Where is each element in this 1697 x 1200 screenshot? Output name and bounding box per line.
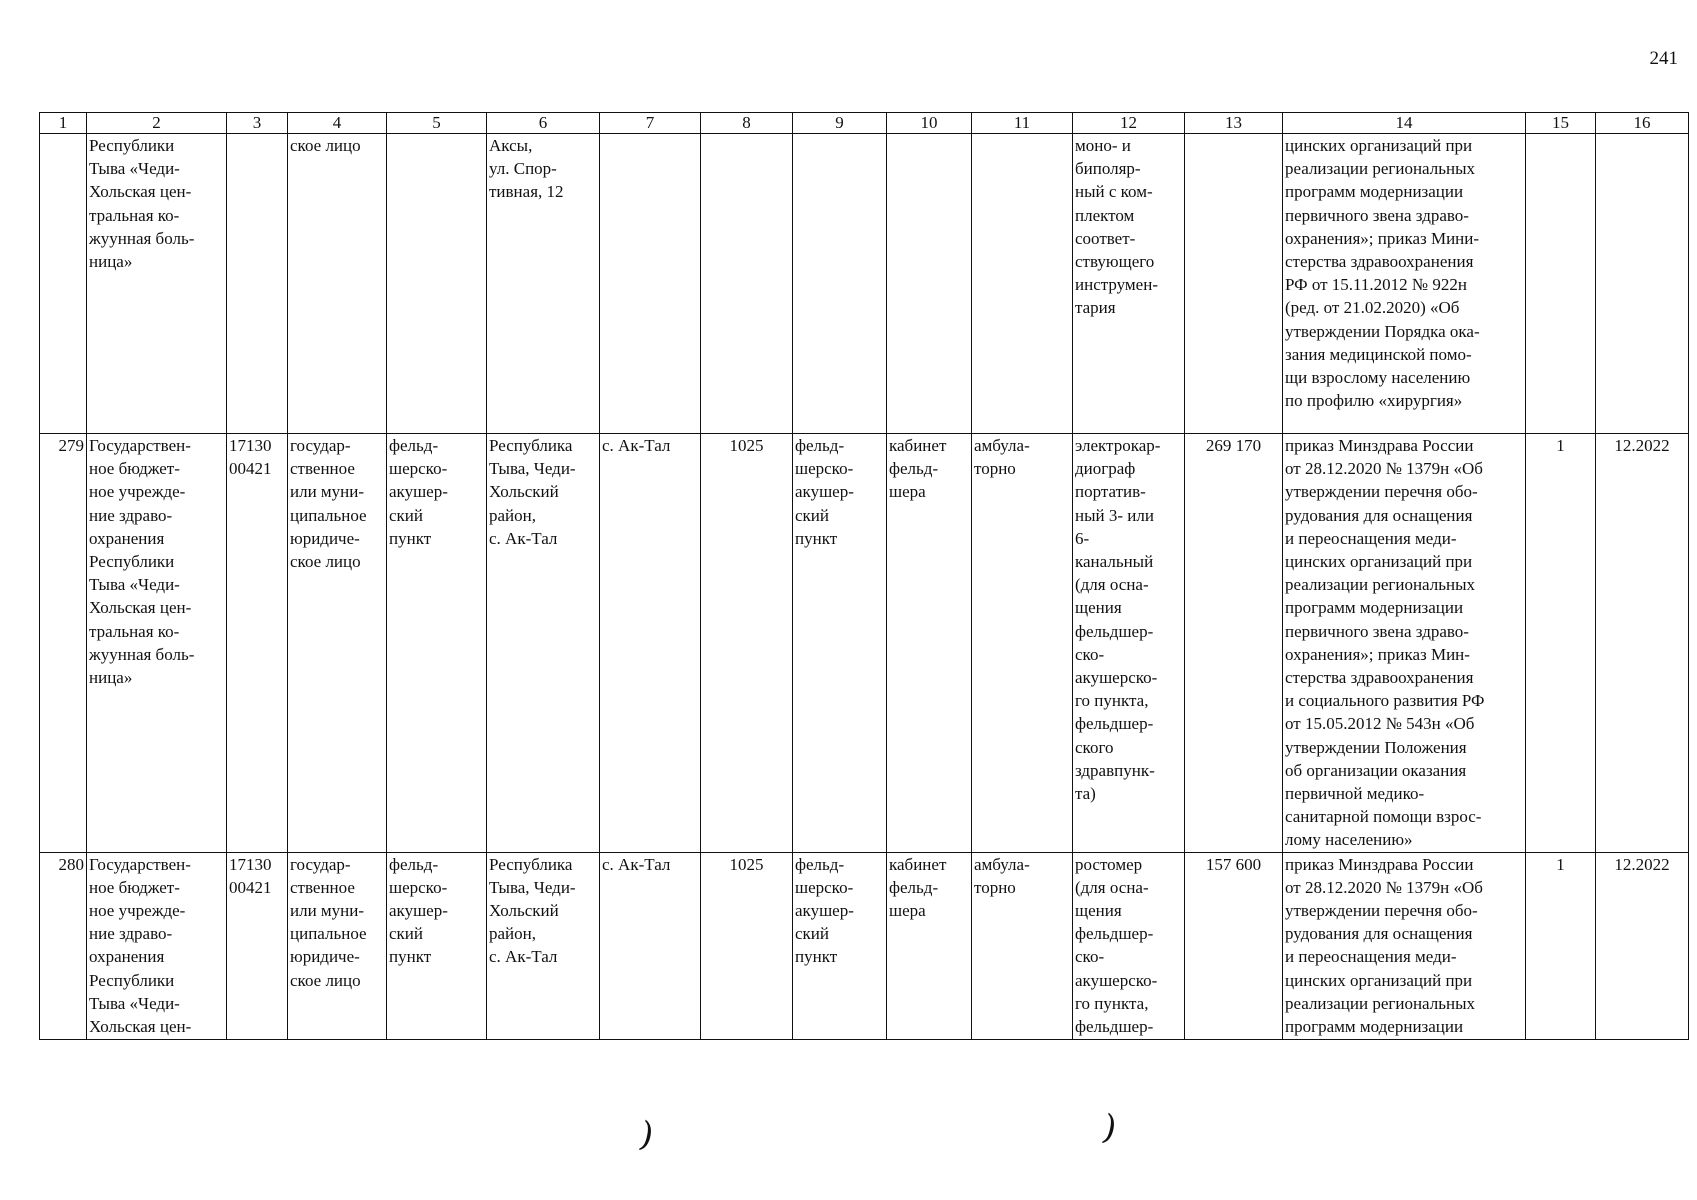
cell-care-mode [972,134,1073,434]
cell-address: Республика Тыва, Чеди- Хольский район, с. Ак-Тал [487,434,600,853]
cell-facility-type: фельд- шерско- акушер- ский пункт [387,434,487,853]
cell-unit [793,134,887,434]
cell-population [701,134,793,434]
cell-number [40,134,87,434]
cell-price: 269 170 [1185,434,1283,853]
column-header: 14 [1283,113,1526,134]
cell-basis: приказ Минздрава России от 28.12.2020 № 1379н «Об утверждении перечня обо- рудования для оснащения и переоснащения меди- цинских организаций при реализации региональных программ модернизации [1283,852,1526,1039]
table-row [40,134,1689,434]
cell-facility-type [387,134,487,434]
cell-legal-form: государ- ственное или муни- ципальное юридиче- ское лицо [288,434,387,853]
table-row [40,434,1689,853]
column-header: 4 [288,113,387,134]
cell-date [1596,134,1689,434]
cell-address: Республика Тыва, Чеди- Хольский район, с. Ак-Тал [487,852,600,1039]
register-table [39,112,1689,1040]
column-header: 16 [1596,113,1689,134]
cell-code: 17130 00421 [227,434,288,853]
column-header: 13 [1185,113,1283,134]
cell-price: 157 600 [1185,852,1283,1039]
cell-code: 17130 00421 [227,852,288,1039]
column-header: 15 [1526,113,1596,134]
table-row [40,852,1689,1039]
cell-population: 1025 [701,434,793,853]
cell-locality: с. Ак-Тал [600,434,701,853]
column-header: 2 [87,113,227,134]
cell-number: 279 [40,434,87,853]
cell-locality [600,134,701,434]
cell-number: 280 [40,852,87,1039]
cell-quantity: 1 [1526,434,1596,853]
column-header: 1 [40,113,87,134]
column-header: 11 [972,113,1073,134]
header-row [40,113,1689,134]
cell-date: 12.2022 [1596,852,1689,1039]
cell-care-mode: амбула- торно [972,852,1073,1039]
cell-organization: Государствен- ное бюджет- ное учрежде- ние здраво- охранения Республики Тыва «Чеди- Хольская цен- тральная ко- жуунная боль- ница» [87,434,227,853]
cell-basis: цинских организаций при реализации региональных программ модернизации первичного звена здраво- охранения»; приказ Мини- стерства здравоохранения РФ от 15.11.2012 № 922н (ред. от 21.02.2020) «Об утверждении Порядка ока- зания медицинской помо- щи взрослому населению по профилю «хирургия» [1283,134,1526,434]
column-header: 6 [487,113,600,134]
cell-price [1185,134,1283,434]
cell-organization: Республики Тыва «Чеди- Хольская цен- тральная ко- жуунная боль- ница» [87,134,227,434]
column-header: 12 [1073,113,1185,134]
cell-care-mode: амбула- торно [972,434,1073,853]
cell-unit: фельд- шерско- акушер- ский пункт [793,434,887,853]
cell-legal-form: ское лицо [288,134,387,434]
cell-room: кабинет фельд- шера [887,434,972,853]
cell-code [227,134,288,434]
cell-address: Аксы, ул. Спор- тивная, 12 [487,134,600,434]
hand-mark: ) [1098,1107,1121,1149]
column-header: 9 [793,113,887,134]
cell-equipment: ростомер (для осна- щения фельдшер- ско- акушерско- го пункта, фельдшер- [1073,852,1185,1039]
hand-mark: ) [635,1114,658,1156]
cell-legal-form: государ- ственное или муни- ципальное юридиче- ское лицо [288,852,387,1039]
cell-organization: Государствен- ное бюджет- ное учрежде- ние здраво- охранения Республики Тыва «Чеди- Хольская цен- [87,852,227,1039]
cell-unit: фельд- шерско- акушер- ский пункт [793,852,887,1039]
cell-locality: с. Ак-Тал [600,852,701,1039]
column-header: 7 [600,113,701,134]
cell-quantity [1526,134,1596,434]
cell-population: 1025 [701,852,793,1039]
cell-equipment: электрокар- диограф портатив- ный 3- или 6- канальный (для осна- щения фельдшер- ско- акушерско- го пункта, фельдшер- ского здравпунк- та) [1073,434,1185,853]
cell-room: кабинет фельд- шера [887,852,972,1039]
column-header: 8 [701,113,793,134]
column-header: 5 [387,113,487,134]
cell-equipment: моно- и биполяр- ный с ком- плектом соответ- ствующего инструмен- тария [1073,134,1185,434]
cell-date: 12.2022 [1596,434,1689,853]
cell-room [887,134,972,434]
column-header: 3 [227,113,288,134]
cell-quantity: 1 [1526,852,1596,1039]
cell-basis: приказ Минздрава России от 28.12.2020 № 1379н «Об утверждении перечня обо- рудования для оснащения и переоснащения меди- цинских организаций при реализации региональных программ модернизации первичного звена здраво- охранения»; приказ Мин- стерства здравоохранения и социального развития РФ от 15.05.2012 № 543н «Об утверждении Положения об организации оказания первичной медико- санитарной помощи взрос- лому населению» [1283,434,1526,853]
page-number: 241 [1649,48,1678,69]
column-header: 10 [887,113,972,134]
cell-facility-type: фельд- шерско- акушер- ский пункт [387,852,487,1039]
